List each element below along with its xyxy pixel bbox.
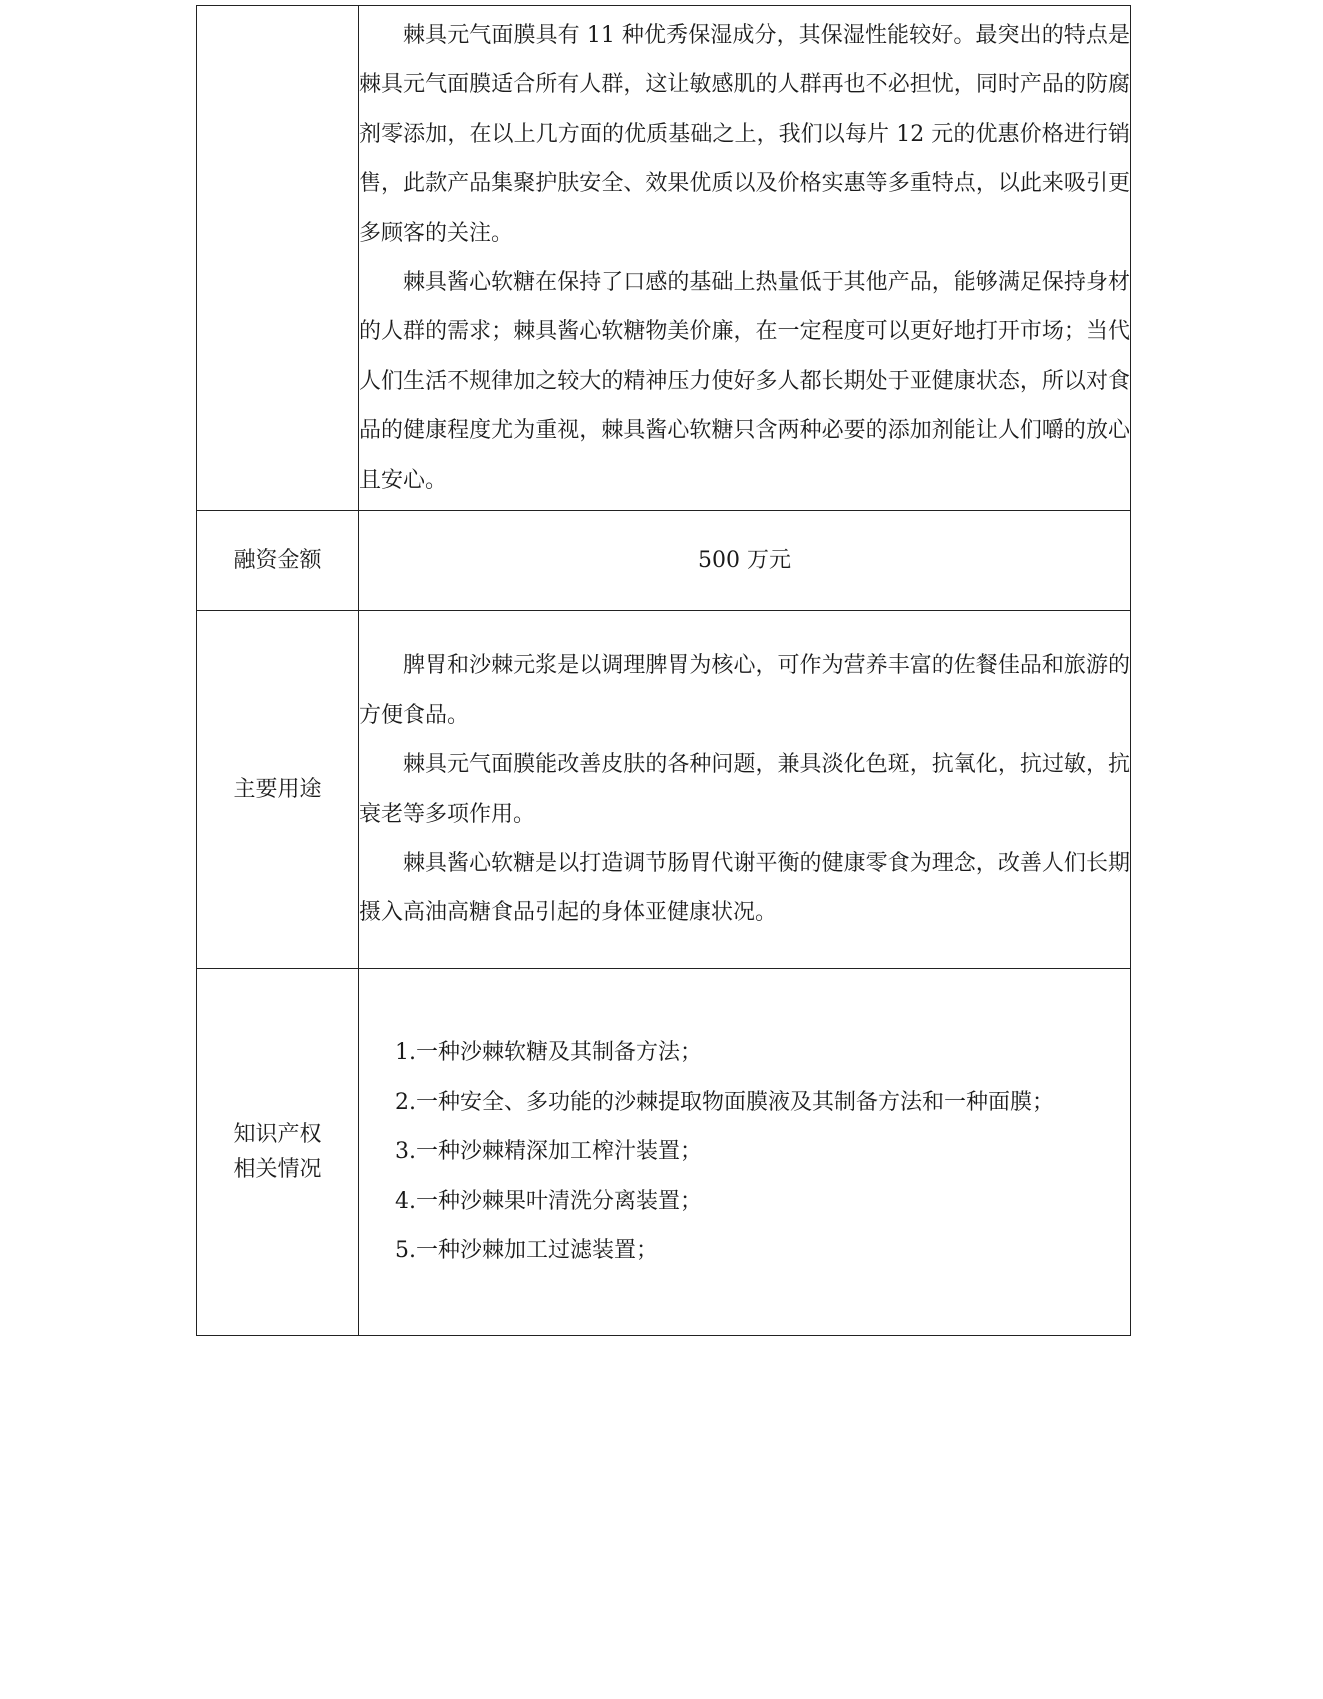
ip-list-item: 1.一种沙棘软糖及其制备方法； [395,1040,702,1066]
usage-label: 主要用途 [197,611,359,969]
financing-amount: 500 万元 [359,511,1131,611]
intro-content-cell [359,6,1131,511]
usage-content-cell [359,611,1131,969]
ip-list-item: 4.一种沙棘果叶清洗分离装置； [395,1188,702,1214]
ip-list-item: 3.一种沙棘精深加工榨汁装置； [395,1139,702,1165]
ip-label [197,969,359,1336]
intro-label-cell [197,6,359,511]
intro-paragraph-candy: 棘具酱心软糖在保持了口感的基础上热量低于其他产品，能够满足保持身材的人群的需求；棘具酱心软糖物美价廉，在一定程度可以更好地打开市场；当代人们生活不规律加之较大的精神压力使好多人都长期处于亚健康状态，所以对食品的健康程度尤为重视，棘具酱心软糖只含两种必要的添加剂能让人们嚼的放心且安心。 [359,270,1130,493]
table-row-ip [197,969,1131,1336]
ip-content-cell [359,969,1131,1336]
usage-paragraph-candy: 棘具酱心软糖是以打造调节肠胃代谢平衡的健康零食为理念，改善人们长期摄入高油高糖食品引起的身体亚健康状况。 [359,850,1130,926]
usage-paragraph-mask: 棘具元气面膜能改善皮肤的各种问题，兼具淡化色斑，抗氧化，抗过敏，抗衰老等多项作用。 [359,752,1130,827]
table-row-intro [197,6,1131,511]
ip-label-line2: 相关情况 [233,1157,322,1182]
table-row-usage [197,611,1131,969]
financing-label: 融资金额 [197,511,359,611]
ip-list-item: 2.一种安全、多功能的沙棘提取物面膜液及其制备方法和一种面膜； [395,1089,1054,1115]
ip-label-line1: 知识产权 [233,1122,322,1147]
usage-paragraph-juice: 脾胃和沙棘元浆是以调理脾胃为核心，可作为营养丰富的佐餐佳品和旅游的方便食品。 [359,653,1130,728]
ip-list-item: 5.一种沙棘加工过滤装置； [395,1238,658,1264]
table-row-financing [197,511,1131,611]
ip-list [359,1028,1130,1275]
intro-paragraph-mask: 棘具元气面膜具有 11 种优秀保湿成分，其保湿性能较好。最突出的特点是棘具元气面膜适合所有人群，这让敏感肌的人群再也不必担忧，同时产品的防腐剂零添加，在以上几方面的优质基础之上，我们以每片 12 元的优惠价格进行销售，此款产品集聚护肤安全、效果优质以及价格实惠等多重特点，以此来吸引更多顾客的关注。 [359,22,1130,246]
project-info-table [196,5,1131,1336]
